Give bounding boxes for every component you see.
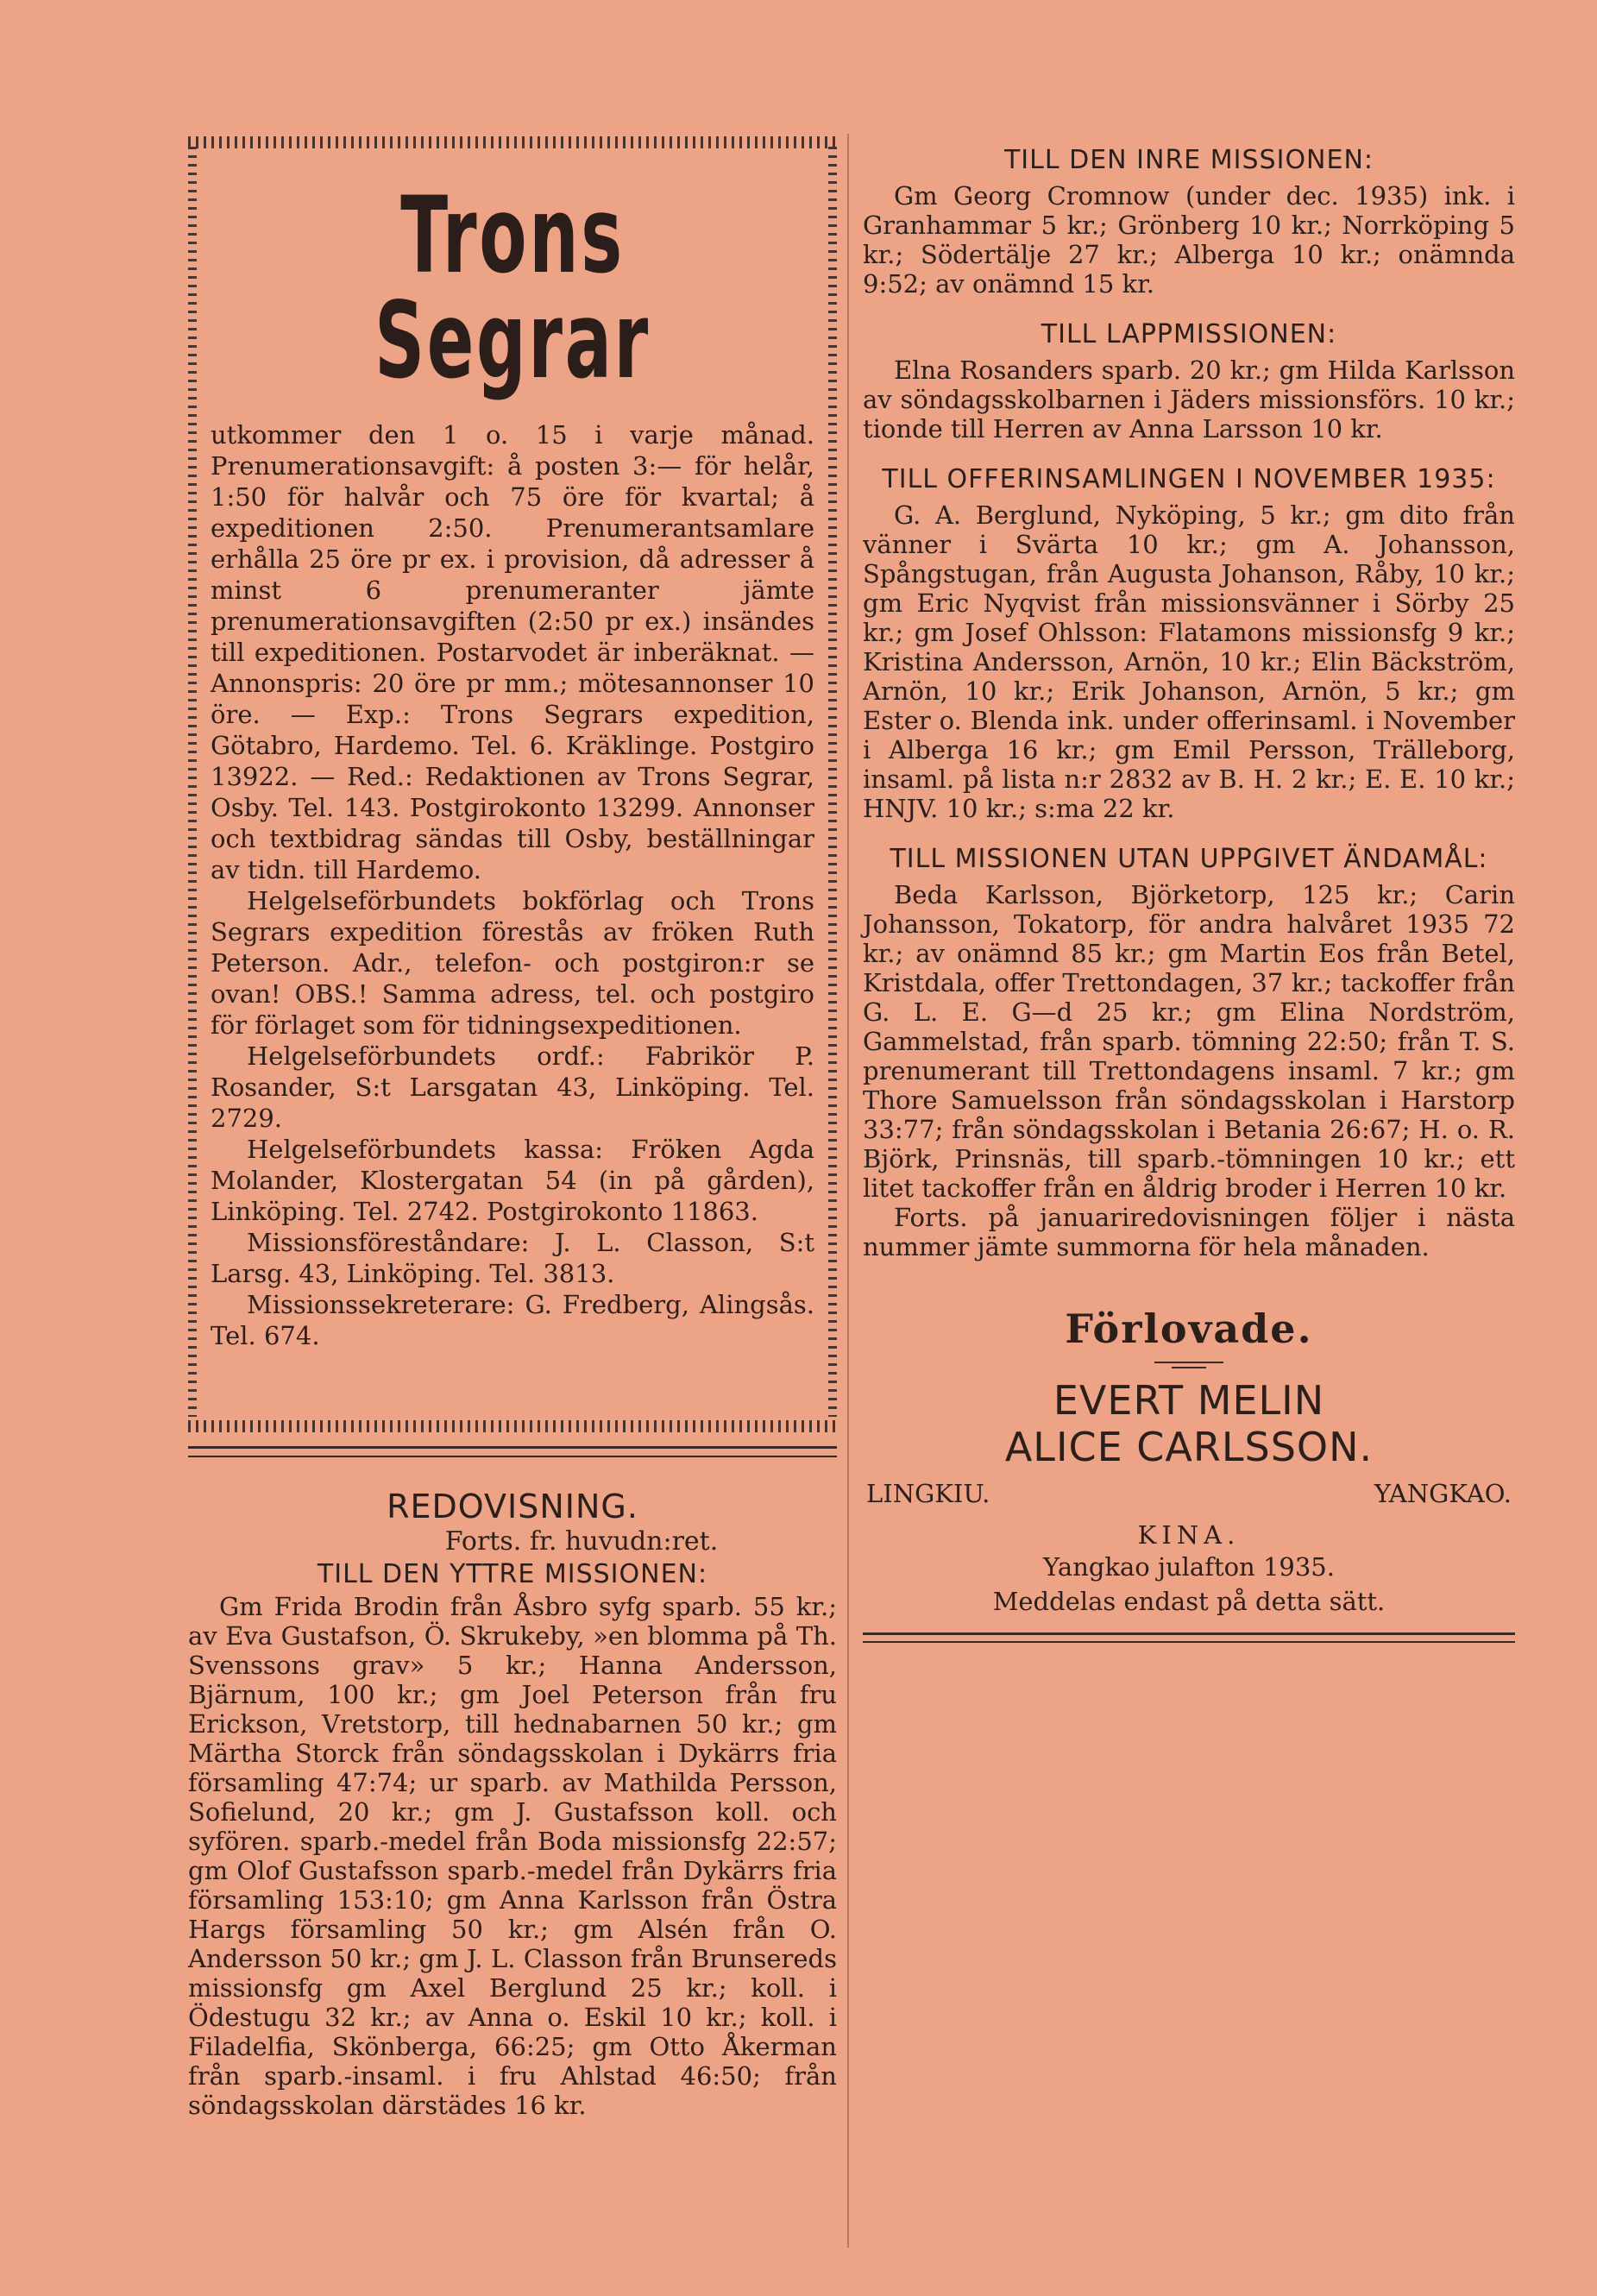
masthead-paragraph-publisher: Helgelseförbundets bokförlag och Trons Segrars expedition förestås av fröken Ruth Peterson. Adr., telefon- och postgiron:r se ovan! OBS.! Samma adress, tel. och postgiro för förlaget som för tidningsexpeditionen. (211, 886, 814, 1040)
column-divider (847, 134, 849, 2248)
left-column (188, 129, 837, 2120)
inre-missionen-heading: TILL DEN INRE MISSIONEN: (1003, 145, 1374, 175)
engagement-note: Meddelas endast på detta sätt. (992, 1587, 1386, 1616)
redovisning-closing-text: Forts. på januariredovisningen följer i nästa nummer jämte summorna för hela månaden. (863, 1203, 1515, 1261)
masthead-title: Trons Segrar (374, 174, 651, 402)
inre-missionen-text: Gm Georg Cromnow (under dec. 1935) ink. i Granhammar 5 kr.; Grönberg 10 kr.; Norrköping 5 kr.; Södertälje 27 kr.; Alberga 10 kr.; onämnda 9:52; av onämnd 15 kr. (863, 181, 1515, 299)
masthead-box (188, 129, 837, 1434)
masthead-paragraph-chairman: Helgelseförbundets ordf.: Fabrikör P. Rosander, S:t Larsgatan 43, Linköping. Tel. 2729. (211, 1041, 814, 1133)
engagement-date-line: Yangkao julafton 1935. (1043, 1552, 1335, 1582)
masthead-border-top (188, 136, 837, 148)
masthead-paragraph-treasurer: Helgelseförbundets kassa: Fröken Agda Molander, Klostergatan 54 (in på gården), Linköping. Tel. 2742. Postgirokonto 11863. (211, 1135, 814, 1226)
masthead-paragraph-subscription: utkommer den 1 o. 15 i varje månad. Prenumerationsavgift: å posten 3:— för helår, 1:50 för halvår och 75 öre för kvartal; å expeditionen 2:50. Prenumerantsamlare erhålla 25 öre pr ex. i provision, då adresser å minst 6 prenumeranter jämte prenumerationsavgiften (2:50 pr ex.) insändes till expeditionen. Postarvodet är inberäknat. — Annonspris: 20 öre pr mm.; mötesannonser 10 öre. — Exp.: Trons Segrars expedition, Götabro, Hardemo. Tel. 6. Kräklinge. Postgiro 13922. — Red.: Redaktionen av Trons Segrar, Osby. Tel. 143. Postgirokonto 13299. Annonser och textbidrag sändas till Osby, beställningar av tidn. till Hardemo. (211, 420, 814, 884)
engagement-place-left: LINGKIU. (866, 1479, 990, 1508)
engagement-ornament (1154, 1362, 1223, 1363)
lappmissionen-text: Elna Rosanders sparb. 20 kr.; gm Hilda Karlsson av söndagsskolbarnen i Jäders missionsförs. 10 kr.; tionde till Herren av Anna Larsson 10 kr. (863, 355, 1515, 443)
masthead-paragraph-mission-secretary: Missionssekreterare: G. Fredberg, Alingsås. Tel. 674. (211, 1290, 814, 1350)
engagement-country: KINA. (1137, 1520, 1241, 1550)
yttre-missionen-text: Gm Frida Brodin från Åsbro syfg sparb. 55 kr.; av Eva Gustafson, Ö. Skrukeby, »en blomma på Th. Svenssons grav» 5 kr.; Hanna Andersson, Bjärnum, 100 kr.; gm Joel Peterson från fru Erickson, Vretstorp, till hednabarnen 50 kr.; gm Märtha Storck från söndagsskolan i Dykärrs fria församling 47:74; ur sparb. av Mathilda Persson, Sofielund, 20 kr.; gm J. Gustafsson koll. och syfören. sparb.-medel från Boda missionsfg 22:57; gm Olof Gustafsson sparb.-medel från Dykärrs fria församling 153:10; gm Anna Karlsson från Östra Hargs församling 50 kr.; gm Alsén från O. Andersson 50 kr.; gm J. L. Classon från Brunsereds missionsfg gm Axel Berglund 25 kr.; koll. i Ödestugu 32 kr.; av Anna o. Eskil 10 kr.; koll. i Filadelfia, Skönberga, 66:25; gm Otto Åkerman från sparb.-insaml. i fru Ahlstad 46:50; från söndagsskolan därstädes 16 kr. (188, 1592, 837, 2120)
utan-andamal-text: Beda Karlsson, Björketorp, 125 kr.; Carin Johansson, Tokatorp, för andra halvåret 1935 72 kr.; av onämnd 85 kr.; gm Martin Eos från Betel, Kristdala, offer Trettondagen, 37 kr.; tackoffer från G. L. E. G—d 25 kr.; gm Elina Nordström, Gammelstad, från sparb. tömning 22:50; från T. S. prenumerant till Trettondagens insaml. 7 kr.; gm Thore Samuelsson från söndagsskolan i Harstorp 33:77; från söndagsskolan i Betania 26:67; H. o. R. Björk, Prinsnäs, till sparb.-tömningen 10 kr.; ett litet tackoffer från en åldrig broder i Herren 10 kr. (863, 880, 1515, 1203)
offerinsamlingen-heading: TILL OFFERINSAMLINGEN I NOVEMBER 1935: (882, 464, 1496, 494)
engagement-place-right: YANGKAO. (1374, 1479, 1512, 1508)
masthead-border-bottom (188, 1420, 837, 1432)
lappmissionen-heading: TILL LAPPMISSIONEN: (1041, 319, 1337, 349)
masthead-border-right (828, 147, 837, 1417)
masthead-paragraph-mission-director: Missionsföreståndare: J. L. Classon, S:t Larsg. 43, Linköping. Tel. 3813. (211, 1228, 814, 1288)
engagement-bottom-rule (863, 1632, 1515, 1643)
masthead-divider (188, 1446, 837, 1457)
engagement-heading: Förlovade. (1065, 1305, 1313, 1352)
redovisning-continued-note: Forts. fr. huvudn:ret. (444, 1526, 719, 1557)
engagement-announcement (863, 1305, 1515, 1643)
masthead-border-left (188, 147, 197, 1417)
engagement-name-bride: ALICE CARLSSON. (1004, 1424, 1374, 1470)
engagement-name-groom: EVERT MELIN (1053, 1377, 1325, 1424)
masthead-body (211, 419, 814, 1351)
offerinsamlingen-text: G. A. Berglund, Nyköping, 5 kr.; gm dito från vänner i Svärta 10 kr.; gm A. Johansson, Spångstugan, från Augusta Johanson, Råby, 10 kr.; gm Eric Nyqvist från missionsvänner i Sörby 25 kr.; gm Josef Ohlsson: Flatamons missionsfg 9 kr.; Kristina Andersson, Arnön, 10 kr.; Elin Bäckström, Arnön, 10 kr.; Erik Johanson, Arnön, 5 kr.; gm Ester o. Blenda ink. under offerinsaml. i November i Alberga 16 kr.; gm Emil Persson, Trälleborg, insaml. på lista n:r 2832 av B. H. 2 kr.; E. E. 10 kr.; HNJV. 10 kr.; s:ma 22 kr. (863, 500, 1515, 823)
right-column (863, 129, 1515, 1643)
engagement-places (863, 1479, 1515, 1508)
redovisning-title: REDOVISNING. (387, 1488, 638, 1525)
yttre-missionen-heading: TILL DEN YTTRE MISSIONEN: (317, 1559, 708, 1589)
utan-andamal-heading: TILL MISSIONEN UTAN UPPGIVET ÄNDAMÅL: (890, 844, 1488, 874)
